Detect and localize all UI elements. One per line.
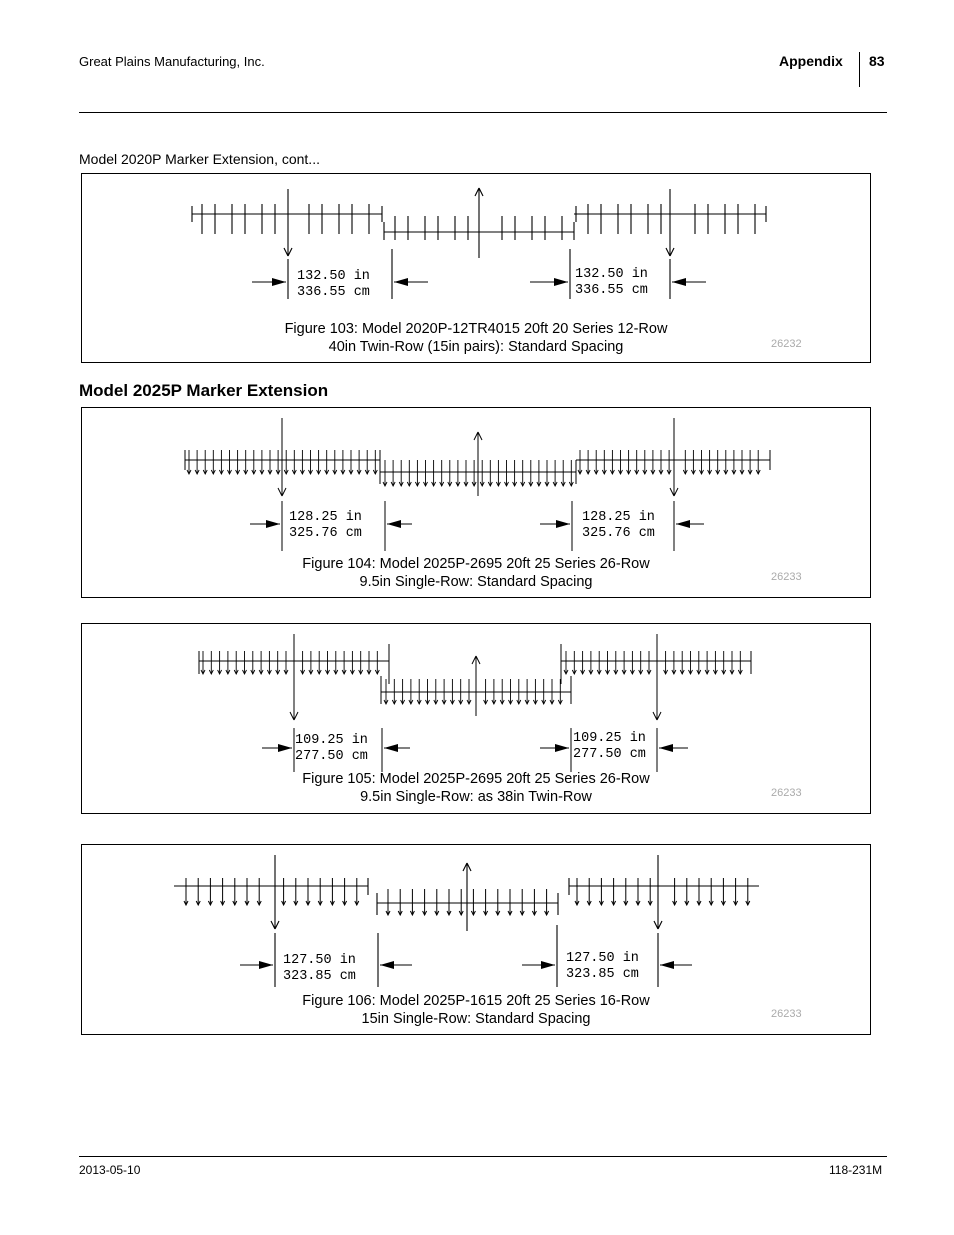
figure-106-caption (82, 992, 870, 1028)
measurement-cm: 323.85 cm (283, 969, 356, 984)
measurement-inches: 127.50 in (283, 953, 356, 968)
caption-line-1: Figure 106: Model 2025P-1615 20ft 25 Series 16-Row (302, 993, 650, 1009)
measurement-inches: 132.50 in (297, 269, 370, 284)
measurement-inches: 109.25 in (295, 733, 368, 748)
section-heading: Model 2025P Marker Extension (79, 381, 329, 400)
measurement-cm: 336.55 cm (297, 285, 370, 300)
figure-106-right-measurement (566, 951, 639, 983)
measurement-inches: 132.50 in (575, 267, 648, 282)
figure-id: 26233 (771, 571, 802, 583)
caption-line-2: 15in Single-Row: Standard Spacing (361, 1011, 591, 1027)
figure-105 (81, 623, 871, 814)
measurement-cm: 277.50 cm (295, 749, 368, 764)
figure-104 (81, 407, 871, 598)
caption-line-1: Figure 103: Model 2020P-12TR4015 20ft 20 Series 12-Row (284, 321, 668, 337)
header-rule (79, 112, 887, 113)
measurement-cm: 325.76 cm (582, 526, 655, 541)
figure-id: 26233 (771, 787, 802, 799)
figure-103 (81, 173, 871, 363)
figure-103-caption (82, 320, 870, 356)
measurement-cm: 323.85 cm (566, 967, 639, 982)
figure-103-right-measurement (575, 267, 648, 299)
caption-line-2: 9.5in Single-Row: as 38in Twin-Row (360, 789, 592, 805)
page-number: 83 (869, 53, 885, 69)
footer-doc-number: 118-231M (829, 1163, 883, 1177)
measurement-cm: 325.76 cm (289, 526, 362, 541)
measurement-inches: 127.50 in (566, 951, 639, 966)
figure-105-right-measurement (573, 731, 646, 763)
figure-104-left-measurement (289, 510, 362, 542)
continuation-label: Model 2020P Marker Extension, cont... (79, 151, 320, 167)
header-divider (859, 52, 860, 87)
figure-106-left-measurement (283, 953, 356, 985)
figure-105-caption (82, 770, 870, 806)
caption-line-2: 9.5in Single-Row: Standard Spacing (359, 574, 593, 590)
figure-106 (81, 844, 871, 1035)
measurement-inches: 109.25 in (573, 731, 646, 746)
caption-line-1: Figure 104: Model 2025P-2695 20ft 25 Series 26-Row (302, 556, 650, 572)
figure-id: 26232 (771, 338, 802, 350)
figure-104-caption (82, 555, 870, 591)
caption-line-2: 40in Twin-Row (15in pairs): Standard Spacing (328, 339, 624, 355)
figure-104-right-measurement (582, 510, 655, 542)
measurement-inches: 128.25 in (289, 510, 362, 525)
figure-105-left-measurement (295, 733, 368, 765)
measurement-cm: 277.50 cm (573, 747, 646, 762)
footer-date: 2013-05-10 (79, 1163, 141, 1177)
caption-line-1: Figure 105: Model 2025P-2695 20ft 25 Series 26-Row (302, 771, 650, 787)
measurement-cm: 336.55 cm (575, 283, 648, 298)
measurement-inches: 128.25 in (582, 510, 655, 525)
footer-rule (79, 1156, 887, 1157)
header-section-title: Appendix (779, 53, 843, 69)
figure-id: 26233 (771, 1008, 802, 1020)
figure-103-left-measurement (297, 269, 370, 301)
header-company: Great Plains Manufacturing, Inc. (79, 54, 265, 69)
